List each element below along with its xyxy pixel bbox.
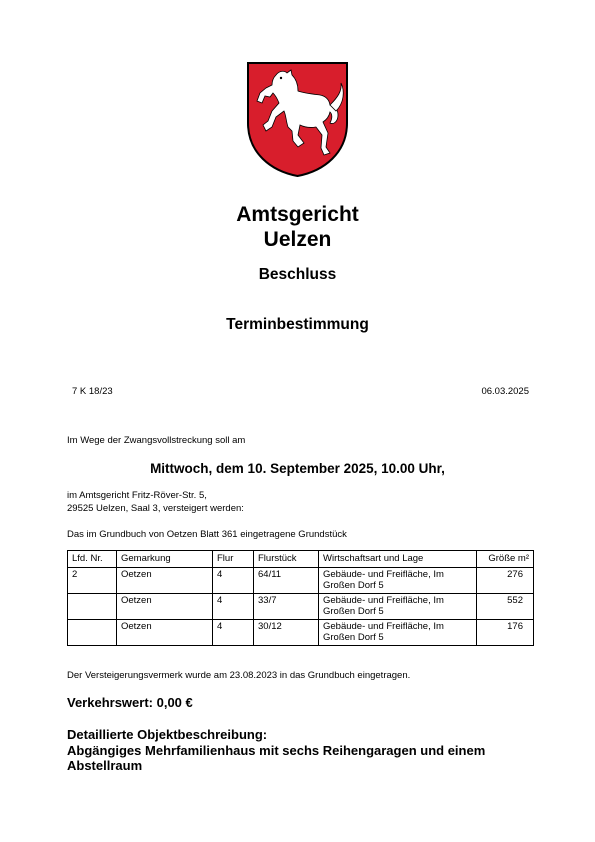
case-number: 7 K 18/23 — [72, 386, 113, 397]
document-type: Beschluss — [258, 266, 337, 283]
cell-gemarkung: Oetzen — [117, 593, 213, 619]
entry-note: Der Versteigerungsvermerk wurde am 23.08.2023 in das Grundbuch eingetragen. — [67, 670, 411, 681]
column-header-flurstueck: Flurstück — [254, 551, 319, 568]
auction-location — [67, 490, 244, 515]
column-header-flur: Flur — [213, 551, 254, 568]
cell-flurstueck: 64/11 — [254, 567, 319, 593]
cell-flur: 4 — [213, 619, 254, 645]
column-header-wirtschaftsart: Wirtschaftsart und Lage — [319, 551, 477, 568]
court-name-line2: Uelzen — [263, 228, 332, 251]
cell-wirtschaftsart — [319, 567, 477, 593]
table-row — [68, 593, 534, 619]
cell-groesse: 552 — [477, 593, 534, 619]
location-line2: 29525 Uelzen, Saal 3, versteigert werden: — [67, 502, 244, 514]
lower-saxony-horse-crest-icon — [246, 61, 349, 178]
intro-text: Im Wege der Zwangsvollstreckung soll am — [67, 435, 246, 446]
cell-lfd-nr — [68, 619, 117, 645]
column-header-lfd-nr: Lfd. Nr. — [68, 551, 117, 568]
document-date: 06.03.2025 — [481, 386, 529, 397]
cell-groesse: 276 — [477, 567, 534, 593]
table-row — [68, 567, 534, 593]
cell-groesse: 176 — [477, 619, 534, 645]
court-name — [0, 202, 595, 252]
cell-lage-line2: Großen Dorf 5 — [323, 632, 384, 643]
column-header-gemarkung: Gemarkung — [117, 551, 213, 568]
cell-gemarkung: Oetzen — [117, 619, 213, 645]
cell-flurstueck: 30/12 — [254, 619, 319, 645]
auction-date: Mittwoch, dem 10. September 2025, 10.00 Uhr, — [150, 461, 445, 476]
location-line1: im Amtsgericht Fritz-Röver-Str. 5, — [67, 490, 207, 501]
cell-lage-line2: Großen Dorf 5 — [323, 606, 384, 617]
cell-lage-line1: Gebäude- und Freifläche, Im — [323, 594, 444, 606]
cell-lfd-nr: 2 — [68, 567, 117, 593]
description-label: Detaillierte Objektbeschreibung: — [67, 727, 268, 742]
market-value: Verkehrswert: 0,00 € — [67, 695, 193, 710]
court-name-line1: Amtsgericht — [236, 203, 359, 226]
cell-flur: 4 — [213, 593, 254, 619]
cell-wirtschaftsart — [319, 593, 477, 619]
cell-lage-line1: Gebäude- und Freifläche, Im — [323, 620, 444, 632]
cell-flur: 4 — [213, 567, 254, 593]
cell-lfd-nr — [68, 593, 117, 619]
object-description — [67, 727, 537, 774]
table-header-row — [68, 551, 534, 568]
table-row — [68, 619, 534, 645]
parcels-table — [67, 550, 534, 646]
document-subject: Terminbestimmung — [226, 316, 369, 333]
cell-lage-line2: Großen Dorf 5 — [323, 580, 384, 591]
cell-gemarkung: Oetzen — [117, 567, 213, 593]
column-header-groesse: Größe m² — [477, 551, 534, 568]
cell-lage-line1: Gebäude- und Freifläche, Im — [323, 568, 444, 580]
cell-flurstueck: 33/7 — [254, 593, 319, 619]
property-intro: Das im Grundbuch von Oetzen Blatt 361 eingetragene Grundstück — [67, 529, 347, 540]
description-text: Abgängiges Mehrfamilienhaus mit sechs Reihengaragen und einem Abstellraum — [67, 742, 486, 773]
cell-wirtschaftsart — [319, 619, 477, 645]
